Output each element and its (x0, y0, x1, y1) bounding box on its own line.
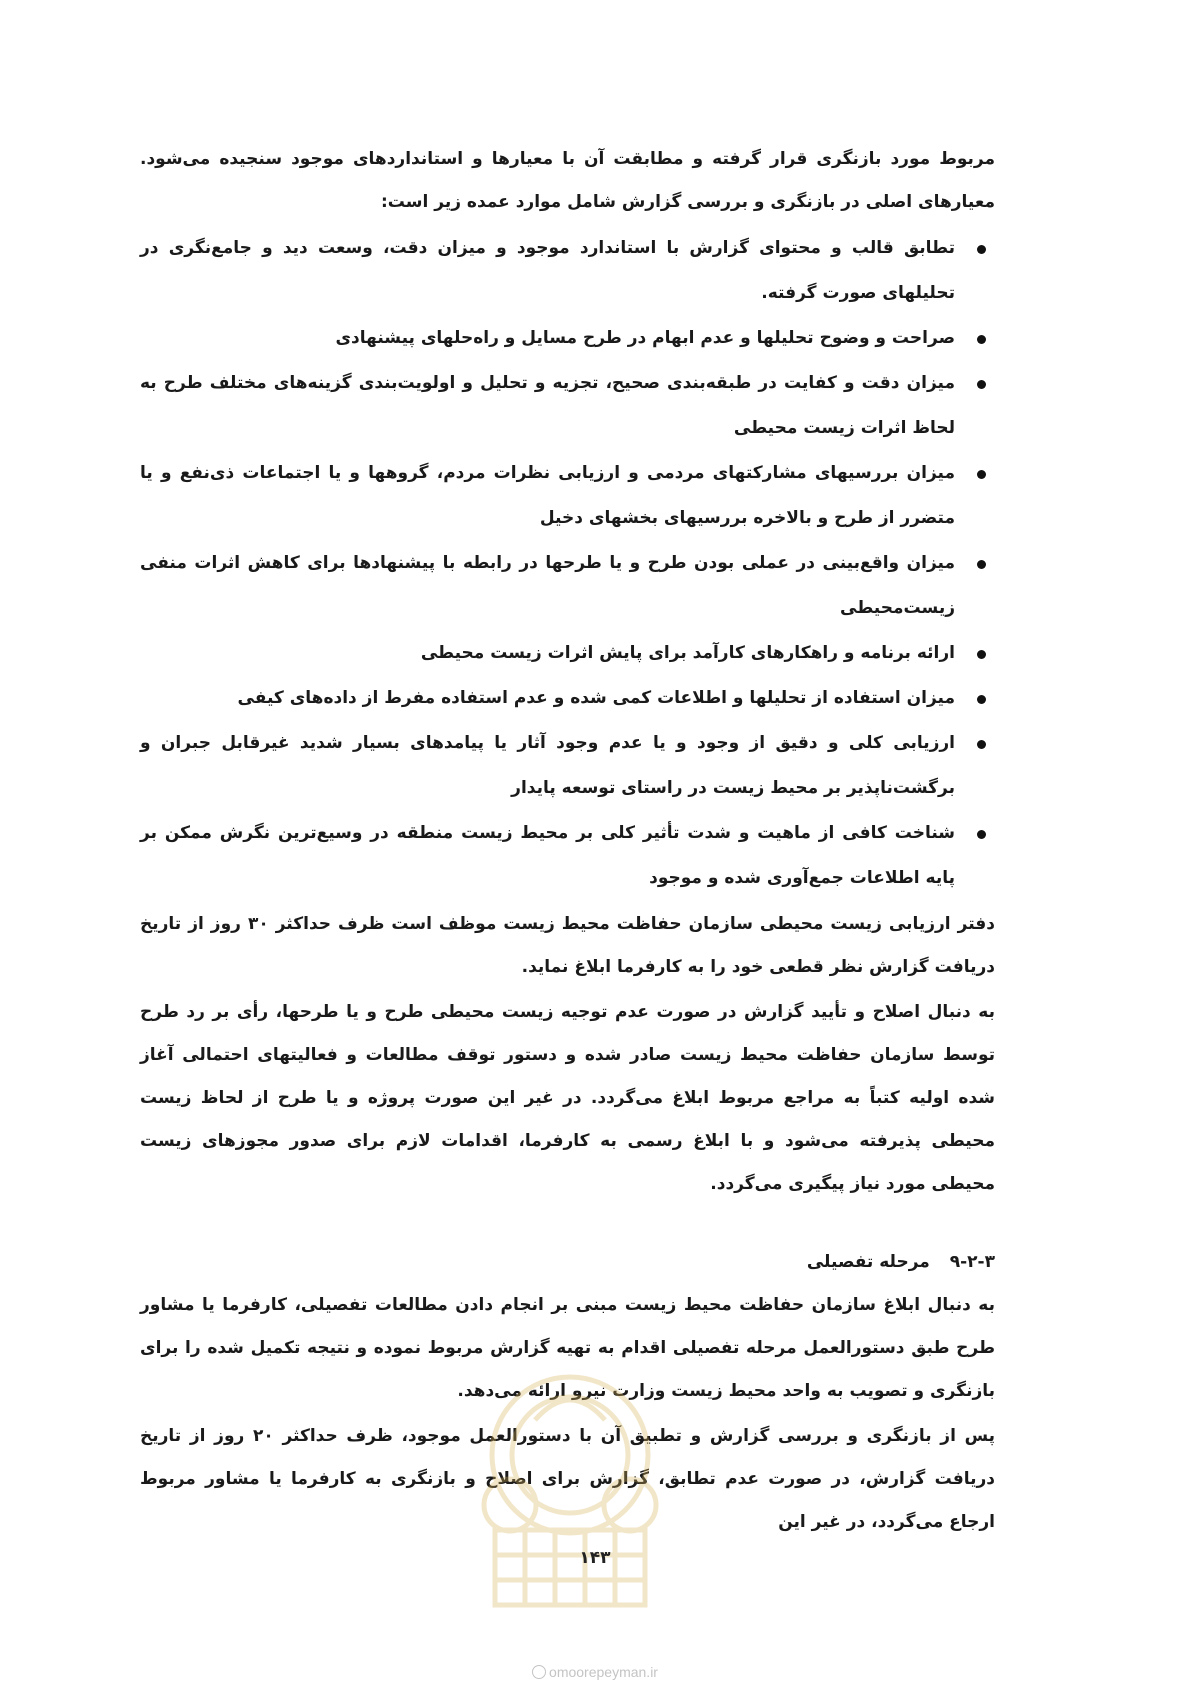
bullet-icon (977, 245, 986, 254)
list-item: شناخت کافی از ماهیت و شدت تأثیر کلی بر محیط زیست منطقه در وسیع‌ترین نگرش ممکن بر پایه اطلاعات جمع‌آوری شده و موجود (140, 811, 995, 901)
review-paragraph: پس از بازنگری و بررسی گزارش و تطبیق آن با دستورالعمل موجود، ظرف حداکثر ۲۰ روز از تاریخ دریافت گزارش، در صورت عدم تطابق، گزارش برای اصلاح و بازنگری به کارفرما یا مشاور مربوط ارجاع می‌گردد، در غیر این (140, 1426, 996, 1532)
bullet-icon (977, 740, 986, 749)
bullet-icon (977, 650, 986, 659)
rejection-paragraph: به دنبال اصلاح و تأیید گزارش در صورت عدم توجیه زیست محیطی طرح و یا طرحها، رأی بر رد طرح توسط سازمان حفاظت محیط زیست صادر شده و دستور توقف مطالعات و فعالیتهای احتمالی آغاز شده اولیه کتباً به مراجع مربوط ابلاغ می‌گردد. در غیر این صورت پروژه و یا طرح از لحاظ زیست محیطی پذیرفته می‌شود و با ابلاغ رسمی به کارفرما، اقدامات لازم برای صدور مجوزهای زیست محیطی مورد نیاز پیگیری می‌گردد. (140, 1002, 995, 1194)
footer-url (0, 1664, 1190, 1680)
list-item: ارائه برنامه و راهکارهای کارآمد برای پایش اثرات زیست محیطی (140, 631, 995, 676)
bullet-icon (977, 335, 986, 344)
section-heading (140, 1242, 995, 1282)
bullet-icon (977, 560, 986, 569)
bullet-icon (977, 830, 986, 839)
section-title: مرحله تفصیلی (806, 1252, 930, 1272)
list-item: تطابق قالب و محتوای گزارش با استاندارد موجود و میزان دقت، وسعت دید و جامع‌نگری در تحلیلهای صورت گرفته. (140, 226, 995, 316)
globe-icon (532, 1665, 546, 1679)
list-item: میزان واقع‌بینی در عملی بودن طرح و یا طرحها در رابطه با پیشنهادها برای کاهش اثرات منفی زیست‌محیطی (140, 541, 995, 631)
bullet-icon (977, 380, 986, 389)
list-item: ارزیابی کلی و دقیق از وجود و یا عدم وجود آثار یا پیامدهای بسیار شدید غیرقابل جبران و برگشت‌ناپذیر بر محیط زیست در راستای توسعه پایدار (140, 721, 995, 811)
bullet-icon (977, 470, 986, 479)
detailed-paragraph: به دنبال ابلاغ سازمان حفاظت محیط زیست مبنی بر انجام دادن مطالعات تفصیلی، کارفرما یا مشاور طرح طبق دستورالعمل مرحله تفصیلی اقدام به تهیه گزارش مربوط نموده و نتیجه تکمیل شده را برای بازنگری و تصویب به واحد محیط زیست وزارت نیرو ارائه می‌دهد. (140, 1295, 995, 1401)
office-paragraph: دفتر ارزیابی زیست محیطی سازمان حفاظت محیط زیست موظف است ظرف حداکثر ۳۰ روز از تاریخ دریافت گزارش نظر قطعی خود را به کارفرما ابلاغ نماید. (140, 914, 995, 977)
bullet-icon (977, 695, 986, 704)
section-number: ۹-۲-۳ (949, 1252, 995, 1272)
list-item: صراحت و وضوح تحلیلها و عدم ابهام در طرح مسایل و راه‌حلهای پیشنهادی (140, 316, 995, 361)
page-number: ۱۴۳ (579, 1548, 611, 1568)
intro-paragraph: مربوط مورد بازنگری قرار گرفته و مطابقت آن با معیارها و استانداردهای موجود سنجیده می‌شود. معیارهای اصلی در بازنگری و بررسی گزارش شامل موارد عمده زیر است: (140, 149, 995, 212)
list-item: میزان استفاده از تحلیلها و اطلاعات کمی شده و عدم استفاده مفرط از داده‌های کیفی (140, 676, 995, 721)
list-item: میزان دقت و کفایت در طبقه‌بندی صحیح، تجزیه و تحلیل و اولویت‌بندی گزینه‌های مختلف طرح به لحاظ اثرات زیست محیطی (140, 361, 995, 451)
footer-url-text: omoorepeyman.ir (549, 1664, 658, 1680)
list-item: میزان بررسیهای مشارکتهای مردمی و ارزیابی نظرات مردم، گروهها و یا اجتماعات ذی‌نفع و یا متضرر از طرح و بالاخره بررسیهای بخشهای دخیل (140, 451, 995, 541)
criteria-list (140, 226, 995, 901)
gear-seal-logo-icon (465, 1360, 675, 1610)
document-body (140, 138, 995, 1544)
